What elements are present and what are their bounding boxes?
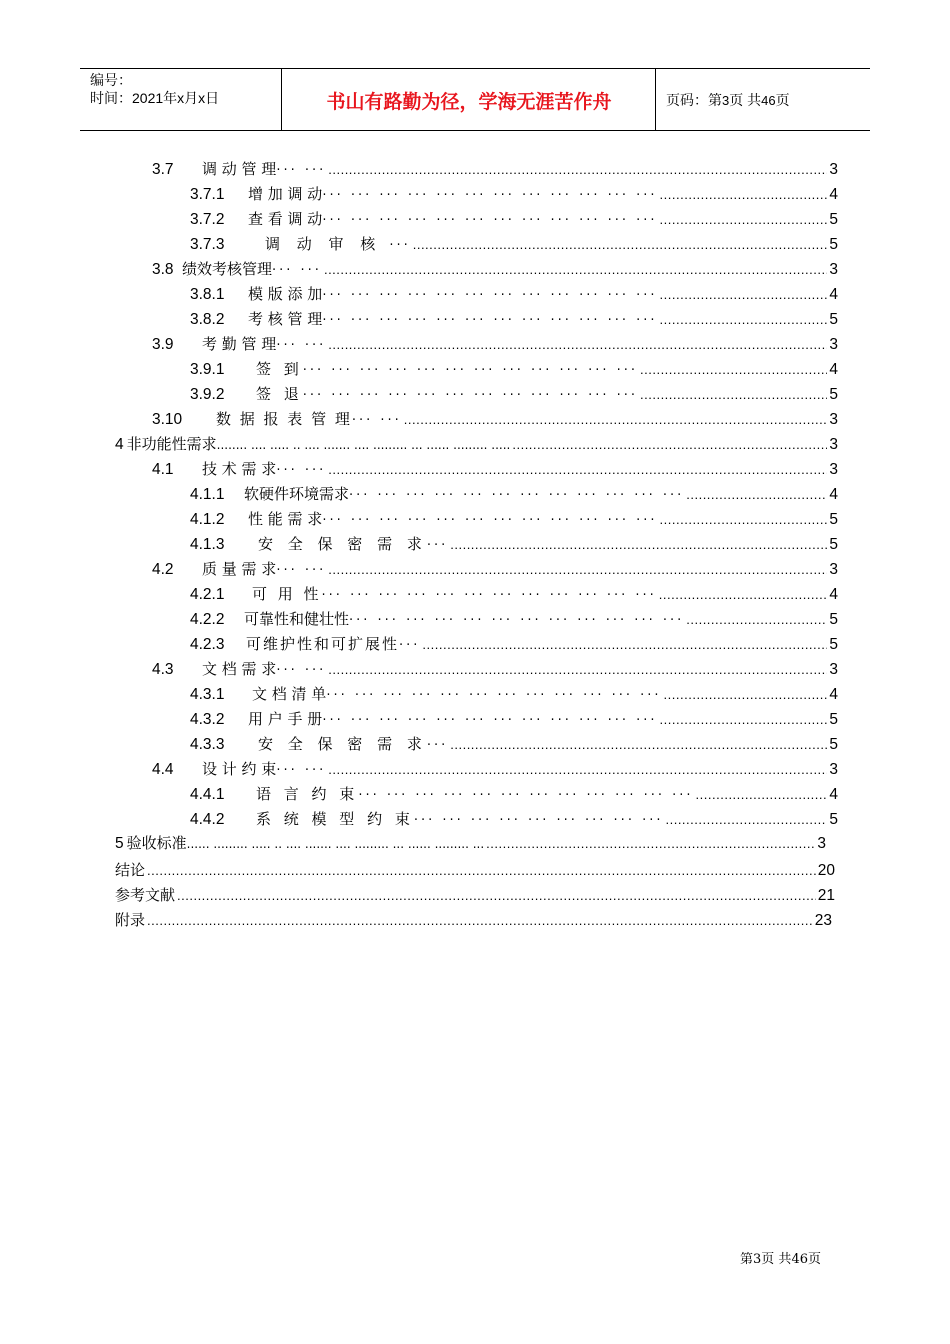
toc-title: 安 全 保 密 需 求 xyxy=(258,735,427,753)
page-label-prefix: 页码：第 xyxy=(666,92,722,108)
toc-separator: ··· ··· xyxy=(276,163,327,178)
toc-entry[interactable] xyxy=(190,782,838,806)
toc-title: 增 加 调 动 xyxy=(248,185,323,203)
toc-page: 21 xyxy=(817,887,835,904)
toc-page: 5 xyxy=(829,386,838,403)
toc-page: 5 xyxy=(829,736,838,753)
toc-entry[interactable] xyxy=(190,207,838,231)
toc-number: 4 xyxy=(115,436,124,453)
header-page-info xyxy=(666,90,790,110)
toc-leader xyxy=(450,533,827,557)
toc-separator: ··· ··· xyxy=(276,763,327,778)
toc-separator: ··· ··· ··· ··· ··· ··· ··· ··· ··· ··· ··· ··· xyxy=(322,713,658,728)
toc-number: 4.2.2 xyxy=(190,611,225,628)
toc-entry[interactable] xyxy=(152,657,838,681)
toc-page: 4 xyxy=(829,586,838,603)
page-label-mid: 页 共 xyxy=(729,92,762,108)
toc-leader xyxy=(328,758,827,782)
page-footer xyxy=(740,1248,821,1267)
toc-title: 非功能性需求 xyxy=(126,435,217,453)
toc-leader xyxy=(686,483,827,507)
toc-leader xyxy=(422,633,827,657)
toc-entry[interactable] xyxy=(190,632,838,656)
toc-page: 5 xyxy=(829,711,838,728)
toc-page: 4 xyxy=(829,361,838,378)
toc-leader xyxy=(328,458,827,482)
toc-page: 4 xyxy=(829,486,838,503)
toc-leader xyxy=(328,658,827,682)
toc-title: 数 据 报 表 管 理 xyxy=(216,410,352,428)
toc-entry[interactable] xyxy=(190,532,838,556)
toc-entry[interactable] xyxy=(152,407,838,431)
toc-page: 3 xyxy=(829,161,838,178)
page-total: 46 xyxy=(761,93,776,108)
toc-leader xyxy=(660,308,828,332)
toc-entry[interactable] xyxy=(152,157,838,181)
toc-leader xyxy=(486,832,815,856)
toc-title: 调 动 审 核 xyxy=(265,235,382,253)
toc-number: 4.1.1 xyxy=(190,486,225,503)
toc-page: 5 xyxy=(829,611,838,628)
toc-title: 考 核 管 理 xyxy=(248,310,323,328)
header-meta xyxy=(90,71,219,107)
toc-number: 4.2.1 xyxy=(190,586,225,603)
number-label: 编号： xyxy=(90,72,132,88)
toc-leader xyxy=(660,708,828,732)
toc-title: 性 能 需 求 xyxy=(248,510,323,528)
toc-separator: ··· ··· ··· ··· ··· ··· ··· ··· ··· ··· ··· ··· xyxy=(322,188,658,203)
toc-page: 3 xyxy=(829,761,838,778)
toc-number: 3.7.3 xyxy=(190,236,225,253)
toc-entry[interactable] xyxy=(115,432,838,456)
toc-number: 4.1.3 xyxy=(190,536,225,553)
toc-title: 签 退 xyxy=(256,385,303,403)
toc-separator: ··· ··· xyxy=(351,413,402,428)
toc-leader xyxy=(328,558,827,582)
toc-number: 3.7 xyxy=(152,161,174,178)
toc-title: 可靠性和健壮性 xyxy=(244,610,350,628)
toc-number: 3.7.1 xyxy=(190,186,225,203)
toc-entry[interactable] xyxy=(152,332,838,356)
toc-title: 用 户 手 册 xyxy=(248,710,323,728)
toc-number: 4.1.2 xyxy=(190,511,225,528)
toc-page: 3 xyxy=(829,336,838,353)
toc-number: 3.9 xyxy=(152,336,174,353)
toc-separator: ··· ··· xyxy=(276,663,327,678)
toc-separator: ··· ··· xyxy=(276,463,327,478)
toc-page: 3 xyxy=(817,835,826,852)
toc-entry[interactable] xyxy=(152,757,838,781)
toc-title: 文 档 需 求 xyxy=(202,660,277,678)
toc-page: 3 xyxy=(829,661,838,678)
toc-number: 4.4 xyxy=(152,761,174,778)
toc-leader xyxy=(324,258,827,282)
toc-entry[interactable] xyxy=(152,257,838,281)
toc-number: 3.8.2 xyxy=(190,311,225,328)
toc-number: 4.1 xyxy=(152,461,174,478)
toc-leader xyxy=(664,683,828,707)
toc-title: 语 言 约 束 xyxy=(256,785,359,803)
header-motto: 书山有路勤为径，学海无涯苦作舟 xyxy=(326,91,612,113)
toc-entry[interactable] xyxy=(115,883,835,907)
toc-page: 3 xyxy=(829,561,838,578)
toc-page: 5 xyxy=(829,311,838,328)
toc-title: 技 术 需 求 xyxy=(202,460,277,478)
toc-leader xyxy=(660,508,828,532)
toc-entry[interactable] xyxy=(190,482,838,506)
toc-leader xyxy=(640,358,827,382)
toc-title: 软硬件环境需求 xyxy=(244,485,350,503)
toc-page: 4 xyxy=(829,286,838,303)
toc-number: 3.8 xyxy=(152,261,174,278)
toc-title: 可 用 性 xyxy=(252,585,322,603)
toc-number: 4.3.3 xyxy=(190,736,225,753)
toc-leader xyxy=(328,333,827,357)
page-current: 3 xyxy=(722,93,730,108)
toc-entry[interactable] xyxy=(190,357,838,381)
toc-leader xyxy=(177,884,816,908)
toc-number: 4.4.1 xyxy=(190,786,225,803)
toc-page: 5 xyxy=(829,811,838,828)
toc-entry[interactable] xyxy=(190,307,838,331)
toc-number: 3.9.2 xyxy=(190,386,225,403)
footer-prefix: 第 xyxy=(740,1252,754,1267)
toc-separator: ··· ··· ··· ··· ··· ··· ··· ··· ··· ··· ··· ··· xyxy=(302,388,639,403)
toc-title: 验收标准 xyxy=(126,834,187,852)
toc-separator: ··· ··· ··· ··· ··· ··· ··· ··· ··· xyxy=(413,813,664,828)
toc-entry[interactable] xyxy=(190,607,838,631)
toc-page: 4 xyxy=(829,186,838,203)
toc-title: 参考文献 xyxy=(115,886,176,904)
page-header xyxy=(80,68,870,131)
toc-number: 5 xyxy=(115,835,124,852)
toc-entry[interactable] xyxy=(190,382,838,406)
toc-number: 3.7.2 xyxy=(190,211,225,228)
toc-leader xyxy=(659,583,828,607)
toc-title: 模 版 添 加 xyxy=(248,285,323,303)
toc-page: 4 xyxy=(829,786,838,803)
toc-page: 3 xyxy=(829,461,838,478)
toc-page: 5 xyxy=(829,211,838,228)
toc-leader xyxy=(404,408,828,432)
toc-separator: ··· ··· ··· ··· ··· ··· ··· ··· ··· ··· ··· ··· xyxy=(322,513,658,528)
toc-title: 系 统 模 型 约 束 xyxy=(256,810,414,828)
toc-page: 5 xyxy=(829,536,838,553)
toc-leader xyxy=(665,808,827,832)
toc-leader xyxy=(147,859,816,883)
toc-separator: ··· ··· xyxy=(276,563,327,578)
toc-title: 附录 xyxy=(115,911,146,929)
toc-separator: ··· ··· ··· ··· ··· ··· ··· ··· ··· ··· ··· ··· xyxy=(322,213,658,228)
toc-separator: ··· ··· xyxy=(272,263,322,278)
toc-number: 4.3.1 xyxy=(190,686,225,703)
toc-separator: ··· ··· ··· ··· ··· ··· ··· ··· ··· ··· ··· ··· xyxy=(321,588,657,603)
toc-entry[interactable] xyxy=(115,858,835,882)
toc-entry[interactable] xyxy=(115,831,826,855)
toc-entry[interactable] xyxy=(152,557,838,581)
toc-title: 签 到 xyxy=(256,360,303,378)
toc-page: 5 xyxy=(829,236,838,253)
footer-mid: 页 共 xyxy=(761,1252,792,1267)
toc-page: 5 xyxy=(829,636,838,653)
footer-suffix: 页 xyxy=(807,1252,821,1267)
toc-page: 3 xyxy=(829,261,838,278)
toc-separator: ........ .... ..... .. .... ....... .... ......... ... ...... ......... ..... xyxy=(216,438,511,452)
toc-number: 4.2.3 xyxy=(190,636,225,653)
toc-number: 3.9.1 xyxy=(190,361,225,378)
toc-page: 5 xyxy=(829,511,838,528)
toc-entry[interactable] xyxy=(190,807,838,831)
toc-number: 4.3.2 xyxy=(190,711,225,728)
toc-leader xyxy=(696,783,828,807)
toc-separator: ··· ··· xyxy=(276,338,327,353)
toc-entry[interactable] xyxy=(190,232,838,256)
toc-number: 3.8.1 xyxy=(190,286,225,303)
toc-leader xyxy=(512,433,827,457)
toc-separator: ··· ··· ··· ··· ··· ··· ··· ··· ··· ··· ··· ··· xyxy=(358,788,694,803)
toc-separator: ··· xyxy=(399,638,421,653)
time-label: 时间：2021年x月x日 xyxy=(90,90,220,106)
toc-entry[interactable] xyxy=(190,732,838,756)
toc-page: 3 xyxy=(829,411,838,428)
toc-separator: ··· ··· ··· ··· ··· ··· ··· ··· ··· ··· ··· ··· xyxy=(322,288,658,303)
toc-number: 4.2 xyxy=(152,561,174,578)
toc-leader xyxy=(413,233,828,257)
page-label-suffix: 页 xyxy=(775,92,790,108)
toc-title: 绩效考核管理 xyxy=(182,260,273,278)
toc-entry[interactable] xyxy=(190,182,838,206)
toc-number: 3.10 xyxy=(152,411,183,428)
toc-entry[interactable] xyxy=(190,707,838,731)
toc-page: 23 xyxy=(814,912,832,929)
toc-leader xyxy=(660,183,828,207)
toc-entry[interactable] xyxy=(152,457,838,481)
toc-number: 4.3 xyxy=(152,661,174,678)
toc-separator: ··· ··· ··· ··· ··· ··· ··· ··· ··· ··· ··· ··· xyxy=(302,363,639,378)
toc-separator: ··· ··· ··· ··· ··· ··· ··· ··· ··· ··· ··· ··· xyxy=(349,613,685,628)
footer-current: 3 xyxy=(753,1252,762,1267)
toc-separator: ...... ......... ..... .. .... ....... .... ......... ... ...... ......... ... xyxy=(186,837,485,851)
toc-leader xyxy=(147,909,813,933)
toc-separator: ··· xyxy=(426,538,449,553)
toc-title: 查 看 调 动 xyxy=(248,210,323,228)
toc-entry[interactable] xyxy=(115,908,832,932)
toc-leader xyxy=(660,208,828,232)
toc-leader xyxy=(450,733,827,757)
toc-number: 4.4.2 xyxy=(190,811,225,828)
toc-entry[interactable] xyxy=(190,582,838,606)
toc-leader xyxy=(686,608,827,632)
toc-leader xyxy=(640,383,827,407)
toc-entry[interactable] xyxy=(190,282,838,306)
toc-separator: ··· xyxy=(389,238,411,253)
toc-title: 结论 xyxy=(115,861,146,879)
toc-page: 3 xyxy=(829,436,838,453)
toc-title: 可维护性和可扩展性 xyxy=(246,635,400,653)
toc-separator: ··· ··· ··· ··· ··· ··· ··· ··· ··· ··· ··· ··· xyxy=(322,313,658,328)
toc-leader xyxy=(328,158,827,182)
toc-title: 质 量 需 求 xyxy=(202,560,277,578)
footer-total: 46 xyxy=(791,1252,808,1267)
toc-title: 安 全 保 密 需 求 xyxy=(258,535,427,553)
toc-leader xyxy=(660,283,828,307)
toc-title: 设 计 约 束 xyxy=(202,760,277,778)
toc-entry[interactable] xyxy=(190,682,838,706)
toc-title: 调 动 管 理 xyxy=(202,160,277,178)
toc-title: 考 勤 管 理 xyxy=(202,335,277,353)
toc-page: 20 xyxy=(817,862,835,879)
toc-separator: ··· ··· ··· ··· ··· ··· ··· ··· ··· ··· ··· ··· xyxy=(326,688,662,703)
toc-separator: ··· ··· ··· ··· ··· ··· ··· ··· ··· ··· ··· ··· xyxy=(349,488,685,503)
toc-title: 文 档 清 单 xyxy=(252,685,327,703)
toc-page: 4 xyxy=(829,686,838,703)
toc-entry[interactable] xyxy=(190,507,838,531)
toc-separator: ··· xyxy=(426,738,449,753)
